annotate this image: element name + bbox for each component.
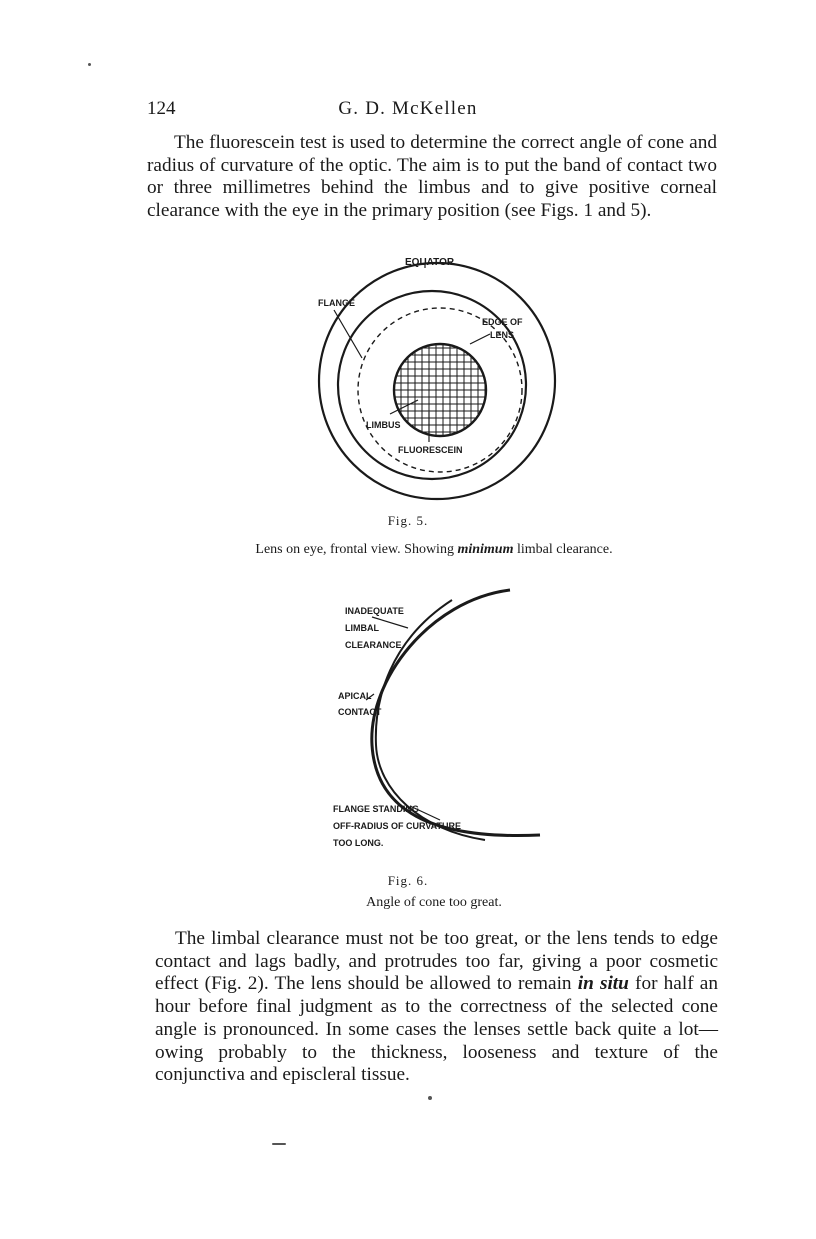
speck xyxy=(428,1096,432,1100)
label-flange-standing-2: OFF-RADIUS OF CURVATURE xyxy=(333,821,461,831)
label-fluorescein: FLUORESCEIN xyxy=(398,445,463,455)
label-flange: FLANGE xyxy=(318,298,355,308)
label-apical-1: APICAL xyxy=(338,691,372,701)
label-inadequate-2: LIMBAL xyxy=(345,623,379,633)
figure-5-caption-emphasis: minimum xyxy=(457,542,514,557)
label-equator: EQUATOR xyxy=(405,257,455,268)
label-limbus: LIMBUS xyxy=(366,420,401,430)
label-flange-standing-3: TOO LONG. xyxy=(333,838,384,848)
edge-of-lens-leader xyxy=(470,334,490,344)
cornea-curve xyxy=(372,590,540,836)
figure-5-caption-end: limbal clearance. xyxy=(513,542,613,557)
figure-6-caption: Angle of cone too great. xyxy=(366,895,502,910)
label-edge-of-lens-1: EDGE OF xyxy=(482,317,523,327)
label-apical-2: CONTACT xyxy=(338,707,382,717)
paragraph-2-emphasis: in situ xyxy=(577,973,629,995)
label-edge-of-lens-2: LENS xyxy=(490,330,515,340)
speck xyxy=(88,63,91,66)
running-title: G. D. McKellen xyxy=(338,98,478,119)
label-flange-standing-1: FLANGE STANDING xyxy=(333,804,419,814)
label-inadequate-1: INADEQUATE xyxy=(345,606,404,616)
paragraph-fluorescein-test: The fluorescein test is used to determine the correct angle of cone and radius of curvature of the optic. The aim is to put the band of contact two or three millimetres behind the limbus and to give positive corneal clearance with the eye in the primary position (see Figs. 1 and 5). xyxy=(147,132,717,222)
page-number: 124 xyxy=(147,98,176,119)
paragraph-2-text-a: The limbal clearance must not be too great, or the lens tends to edge contact and lags badly, and protrudes too far, giving a poor cosmetic effect (Fig. 2). The lens should be allowed to remain xyxy=(155,928,718,995)
figure-5-label: Fig. 5. xyxy=(387,513,429,528)
paragraph-2-text-b: for half an hour before final judgment as to the correctness of the selected cone angle is pronounced. In some cases the lenses settle back quite a lot—owing probably to the thickness, looseness and texture of the conjunctiva and episcleral tissue. xyxy=(155,973,718,1086)
speck xyxy=(272,1143,286,1145)
figure-5-caption xyxy=(0,542,816,558)
figure-6-label: Fig. 6. xyxy=(387,873,429,888)
flange-leader xyxy=(334,310,362,358)
limbus-leader xyxy=(390,400,418,414)
label-inadequate-3: CLEARANCE xyxy=(345,640,402,650)
figure-5-caption-text: Lens on eye, frontal view. Showing xyxy=(255,542,458,557)
figure-6-diagram xyxy=(366,590,540,840)
paragraph-limbal-clearance xyxy=(155,928,718,1087)
